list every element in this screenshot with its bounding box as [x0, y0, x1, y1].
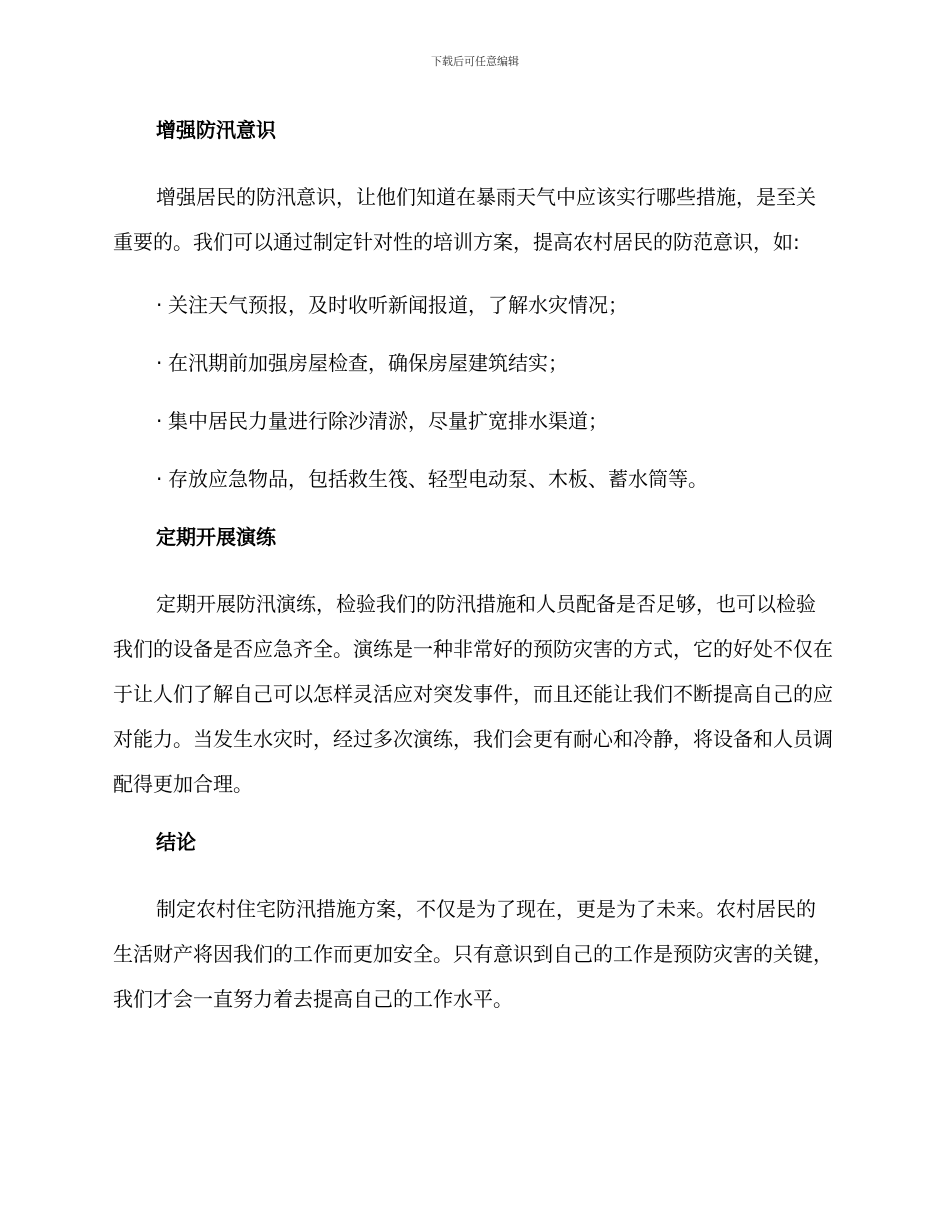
section-regular-drills	[113, 522, 833, 807]
section-paragraph: 定期开展防汛演练，检验我们的防汛措施和人员配备是否足够，也可以检验我们的设备是否应急齐全。演练是一种非常好的预防灾害的方式，它的好处不仅在于让人们了解自己可以怎样灵活应对突发事件，而且还能让我们不断提高自己的应对能力。当发生水灾时，经过多次演练，我们会更有耐心和冷静，将设备和人员调配得更加合理。	[113, 592, 833, 796]
list-item	[113, 283, 833, 328]
list-item-text: 存放应急物品，包括救生筏、轻型电动泵、木板、蓄水筒等。	[168, 467, 708, 491]
list-item	[113, 341, 833, 386]
bullet-dot-icon: ·	[156, 351, 163, 375]
bullet-dot-icon: ·	[156, 409, 163, 433]
section-heading: 结论	[156, 830, 196, 854]
section-heading: 定期开展演练	[156, 525, 276, 549]
section-conclusion	[113, 827, 833, 1022]
list-item-text: 在汛期前加强房屋检查，确保房屋建筑结实；	[168, 351, 568, 375]
bullet-dot-icon: ·	[156, 467, 163, 491]
section-heading: 增强防汛意识	[156, 118, 276, 142]
list-item-text: 集中居民力量进行除沙清淤，尽量扩宽排水渠道；	[168, 409, 608, 433]
list-item	[113, 399, 833, 444]
document-body	[113, 115, 833, 1036]
header-note: 下载后可任意编辑	[431, 55, 519, 68]
section-paragraph: 增强居民的防汛意识，让他们知道在暴雨天气中应该实行哪些措施，是至关重要的。我们可以通过制定针对性的培训方案，提高农村居民的防范意识，如:	[113, 185, 816, 254]
bullet-dot-icon: ·	[156, 293, 163, 317]
section-paragraph: 制定农村住宅防汛措施方案，不仅是为了现在，更是为了未来。农村居民的生活财产将因我们的工作而更加安全。只有意识到自己的工作是预防灾害的关键，我们才会一直努力着去提高自己的工作水平。	[113, 897, 833, 1011]
section-flood-awareness	[113, 115, 833, 502]
list-item-text: 关注天气预报，及时收听新闻报道，了解水灾情况；	[168, 293, 628, 317]
list-item	[113, 457, 833, 502]
